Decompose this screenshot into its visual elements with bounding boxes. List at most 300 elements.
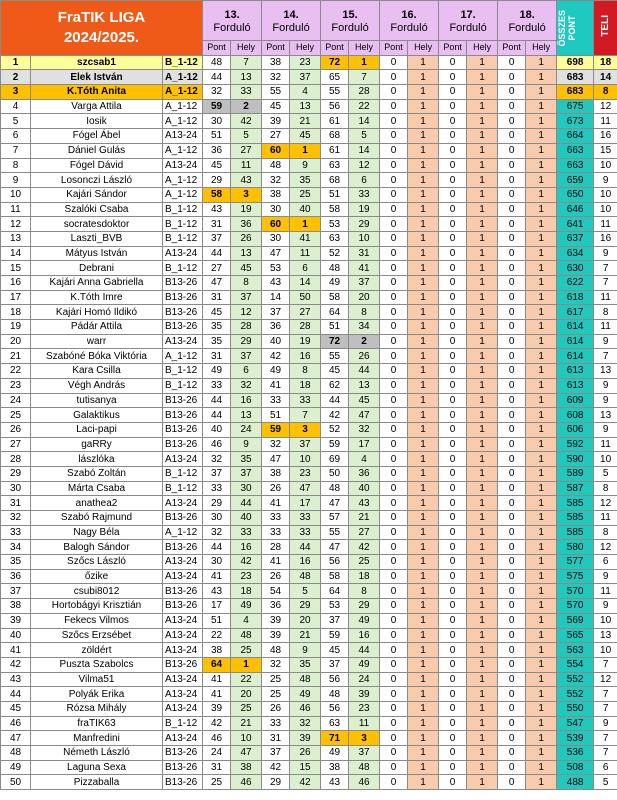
total-points-cell: 637 xyxy=(557,231,594,246)
round-points-cell: 31 xyxy=(203,760,231,775)
table-row xyxy=(1,701,617,716)
round-points-cell: 0 xyxy=(498,231,526,246)
rank-cell: 38 xyxy=(1,599,31,614)
round-points-cell: 0 xyxy=(498,290,526,305)
player-name-cell: Fógel Dávid xyxy=(31,158,163,173)
round-points-cell: 41 xyxy=(262,555,290,570)
round-points-cell: 26 xyxy=(262,569,290,584)
round-place-cell: 1 xyxy=(408,305,439,320)
round-points-cell: 42 xyxy=(262,349,290,364)
table-row xyxy=(1,290,617,305)
round-place-cell: 1 xyxy=(526,643,557,658)
total-points-cell: 608 xyxy=(557,408,594,423)
round-place-cell: 1 xyxy=(408,775,439,790)
round-place-cell: 27 xyxy=(349,525,380,540)
round-place-cell: 1 xyxy=(467,114,498,129)
round-points-cell: 0 xyxy=(498,657,526,672)
round-points-cell: 47 xyxy=(203,276,231,291)
round-place-cell: 34 xyxy=(349,320,380,335)
round-points-cell: 56 xyxy=(321,672,349,687)
teli-cell: 15 xyxy=(594,143,617,158)
round-points-cell: 39 xyxy=(262,114,290,129)
teli-cell: 9 xyxy=(594,246,617,261)
round-points-cell: 26 xyxy=(262,481,290,496)
round-place-cell: 6 xyxy=(290,261,321,276)
category-cell: B13-26 xyxy=(163,408,203,423)
round-place-cell: 26 xyxy=(231,231,262,246)
round-points-cell: 0 xyxy=(380,173,408,188)
round-points-cell: 61 xyxy=(321,143,349,158)
round-place-cell: 1 xyxy=(467,716,498,731)
round-place-cell: 16 xyxy=(231,393,262,408)
round-place-cell: 11 xyxy=(231,158,262,173)
round-place-cell: 1 xyxy=(467,555,498,570)
round-points-cell: 53 xyxy=(321,217,349,232)
round-place-cell: 13 xyxy=(231,408,262,423)
round-place-cell: 1 xyxy=(467,525,498,540)
round-place-cell: 11 xyxy=(349,716,380,731)
table-row xyxy=(1,129,617,144)
round-points-cell: 60 xyxy=(262,143,290,158)
round-place-cell: 41 xyxy=(290,231,321,246)
round-points-cell: 0 xyxy=(498,143,526,158)
round-points-cell: 0 xyxy=(498,320,526,335)
round-place-cell: 37 xyxy=(290,437,321,452)
round-points-cell: 0 xyxy=(439,760,467,775)
teli-cell: 10 xyxy=(594,202,617,217)
round-place-cell: 1 xyxy=(408,129,439,144)
round-points-cell: 0 xyxy=(380,129,408,144)
round-points-cell: 63 xyxy=(321,158,349,173)
round-place-cell: 16 xyxy=(290,555,321,570)
round-place-cell: 35 xyxy=(290,173,321,188)
round-points-cell: 41 xyxy=(203,569,231,584)
round-points-cell: 0 xyxy=(380,422,408,437)
sub-pont-header: Pont xyxy=(203,41,231,56)
round-points-cell: 52 xyxy=(321,246,349,261)
round-points-cell: 0 xyxy=(498,496,526,511)
teli-cell: 9 xyxy=(594,716,617,731)
table-row xyxy=(1,55,617,70)
round-place-cell: 9 xyxy=(231,437,262,452)
round-points-cell: 51 xyxy=(203,613,231,628)
round-place-cell: 1 xyxy=(526,701,557,716)
total-points-cell: 585 xyxy=(557,496,594,511)
round-points-cell: 36 xyxy=(262,320,290,335)
round-place-cell: 1 xyxy=(467,511,498,526)
round-points-cell: 0 xyxy=(380,496,408,511)
category-cell: A13-24 xyxy=(163,496,203,511)
player-name-cell: szcsab1 xyxy=(31,55,163,70)
category-cell: A_1-12 xyxy=(163,99,203,114)
round-place-cell: 14 xyxy=(290,276,321,291)
round-points-cell: 0 xyxy=(380,261,408,276)
table-row xyxy=(1,496,617,511)
teli-cell: 10 xyxy=(594,187,617,202)
round-place-cell: 10 xyxy=(231,731,262,746)
round-place-cell: 1 xyxy=(526,187,557,202)
round-place-cell: 1 xyxy=(526,437,557,452)
round-points-cell: 0 xyxy=(498,349,526,364)
round-points-cell: 0 xyxy=(439,643,467,658)
category-cell: B13-26 xyxy=(163,290,203,305)
round-place-cell: 1 xyxy=(408,364,439,379)
teli-cell: 7 xyxy=(594,349,617,364)
round-points-cell: 31 xyxy=(203,217,231,232)
total-points-header: ÖSSZES PONT xyxy=(557,1,594,56)
round-points-cell: 41 xyxy=(262,378,290,393)
round-place-cell: 21 xyxy=(231,716,262,731)
teli-cell: 7 xyxy=(594,701,617,716)
player-name-cell: Kajári Sándor xyxy=(31,187,163,202)
round-place-cell: 1 xyxy=(408,584,439,599)
player-name-cell: tutisanya xyxy=(31,393,163,408)
round-place-cell: 1 xyxy=(408,261,439,276)
player-name-cell: Galaktikus xyxy=(31,408,163,423)
rank-cell: 27 xyxy=(1,437,31,452)
round-points-cell: 56 xyxy=(321,701,349,716)
round-place-cell: 1 xyxy=(408,187,439,202)
round-place-cell: 33 xyxy=(231,85,262,100)
round-points-cell: 0 xyxy=(380,334,408,349)
round-place-cell: 15 xyxy=(290,760,321,775)
round-points-cell: 37 xyxy=(262,305,290,320)
total-points-cell: 585 xyxy=(557,525,594,540)
round-place-cell: 1 xyxy=(408,672,439,687)
round-place-cell: 21 xyxy=(349,511,380,526)
round-place-cell: 1 xyxy=(526,760,557,775)
round-place-cell: 33 xyxy=(290,525,321,540)
round-place-cell: 1 xyxy=(467,746,498,761)
round-place-cell: 7 xyxy=(349,70,380,85)
category-cell: B13-26 xyxy=(163,276,203,291)
total-points-cell: 547 xyxy=(557,716,594,731)
round-points-cell: 44 xyxy=(203,408,231,423)
round-place-cell: 1 xyxy=(467,305,498,320)
player-name-cell: Puszta Szabolcs xyxy=(31,657,163,672)
round-points-cell: 60 xyxy=(262,217,290,232)
round-place-cell: 1 xyxy=(526,364,557,379)
player-name-cell: Losonczi László xyxy=(31,173,163,188)
round-place-cell: 1 xyxy=(408,452,439,467)
round-place-cell: 1 xyxy=(526,672,557,687)
round-place-cell: 1 xyxy=(526,599,557,614)
round-place-cell: 1 xyxy=(526,305,557,320)
round-place-cell: 1 xyxy=(467,584,498,599)
round-points-cell: 30 xyxy=(203,555,231,570)
round-place-cell: 49 xyxy=(290,687,321,702)
round-points-cell: 0 xyxy=(498,99,526,114)
rank-cell: 16 xyxy=(1,276,31,291)
player-name-cell: Polyák Erika xyxy=(31,687,163,702)
total-points-cell: 587 xyxy=(557,481,594,496)
round-place-cell: 31 xyxy=(349,246,380,261)
rank-cell: 25 xyxy=(1,408,31,423)
sub-hely-header: Hely xyxy=(349,41,380,56)
round-points-cell: 0 xyxy=(498,746,526,761)
player-name-cell: Vilma51 xyxy=(31,672,163,687)
rank-cell: 34 xyxy=(1,540,31,555)
round-points-cell: 0 xyxy=(380,55,408,70)
round-points-cell: 39 xyxy=(262,613,290,628)
round-place-cell: 1 xyxy=(408,70,439,85)
round-points-cell: 32 xyxy=(203,525,231,540)
round-place-cell: 36 xyxy=(349,466,380,481)
round-points-cell: 0 xyxy=(498,217,526,232)
round-place-cell: 25 xyxy=(231,701,262,716)
total-points-cell: 664 xyxy=(557,129,594,144)
player-name-cell: fraTIK63 xyxy=(31,716,163,731)
round-points-cell: 0 xyxy=(439,276,467,291)
round-points-cell: 44 xyxy=(203,246,231,261)
round-place-cell: 33 xyxy=(231,525,262,540)
round-points-cell: 51 xyxy=(321,187,349,202)
round-place-cell: 1 xyxy=(467,760,498,775)
rank-cell: 48 xyxy=(1,746,31,761)
round-points-cell: 0 xyxy=(439,672,467,687)
round-points-cell: 0 xyxy=(439,217,467,232)
table-row xyxy=(1,422,617,437)
round-points-cell: 44 xyxy=(203,70,231,85)
round-points-cell: 49 xyxy=(203,364,231,379)
round-place-cell: 1 xyxy=(526,775,557,790)
total-points-cell: 585 xyxy=(557,511,594,526)
round-place-cell: 1 xyxy=(408,731,439,746)
round-place-cell: 1 xyxy=(526,231,557,246)
round-points-cell: 0 xyxy=(439,202,467,217)
rank-cell: 22 xyxy=(1,364,31,379)
round-points-cell: 0 xyxy=(439,143,467,158)
round-place-cell: 1 xyxy=(526,99,557,114)
player-name-cell: Fekecs Vilmos xyxy=(31,613,163,628)
round-points-cell: 0 xyxy=(498,466,526,481)
round-14-header: 14. Forduló xyxy=(262,1,321,41)
round-points-cell: 48 xyxy=(321,481,349,496)
player-name-cell: Debrani xyxy=(31,261,163,276)
teli-cell: 7 xyxy=(594,276,617,291)
round-place-cell: 1 xyxy=(467,569,498,584)
round-points-cell: 0 xyxy=(380,276,408,291)
round-points-cell: 0 xyxy=(380,320,408,335)
round-place-cell: 12 xyxy=(231,305,262,320)
round-points-cell: 58 xyxy=(321,290,349,305)
round-place-cell: 1 xyxy=(467,437,498,452)
table-row xyxy=(1,746,617,761)
round-points-cell: 59 xyxy=(321,628,349,643)
round-points-cell: 38 xyxy=(321,760,349,775)
table-row xyxy=(1,70,617,85)
round-place-cell: 1 xyxy=(526,466,557,481)
round-points-cell: 0 xyxy=(498,276,526,291)
round-points-cell: 0 xyxy=(439,701,467,716)
round-points-cell: 63 xyxy=(321,231,349,246)
table-row xyxy=(1,511,617,526)
teli-cell: 7 xyxy=(594,657,617,672)
round-place-cell: 1 xyxy=(408,393,439,408)
round-points-cell: 0 xyxy=(439,349,467,364)
round-place-cell: 1 xyxy=(408,496,439,511)
total-points-cell: 663 xyxy=(557,158,594,173)
round-points-cell: 0 xyxy=(498,85,526,100)
round-place-cell: 1 xyxy=(526,496,557,511)
round-place-cell: 2 xyxy=(349,334,380,349)
round-place-cell: 1 xyxy=(408,540,439,555)
round-points-cell: 0 xyxy=(439,305,467,320)
round-place-cell: 21 xyxy=(290,114,321,129)
round-place-cell: 1 xyxy=(408,422,439,437)
round-points-cell: 37 xyxy=(203,466,231,481)
round-place-cell: 33 xyxy=(290,393,321,408)
round-place-cell: 1 xyxy=(408,334,439,349)
round-points-cell: 42 xyxy=(321,408,349,423)
round-points-cell: 47 xyxy=(321,540,349,555)
round-place-cell: 4 xyxy=(349,452,380,467)
round-points-cell: 48 xyxy=(262,158,290,173)
total-points-cell: 614 xyxy=(557,349,594,364)
round-15-header: 15. Forduló xyxy=(321,1,380,41)
teli-cell: 11 xyxy=(594,114,617,129)
round-13-header: 13. Forduló xyxy=(203,1,262,41)
round-place-cell: 1 xyxy=(408,599,439,614)
total-points-cell: 609 xyxy=(557,393,594,408)
round-place-cell: 9 xyxy=(290,643,321,658)
round-points-cell: 0 xyxy=(439,525,467,540)
round-points-cell: 29 xyxy=(203,173,231,188)
round-points-cell: 0 xyxy=(380,187,408,202)
round-points-cell: 0 xyxy=(498,173,526,188)
round-place-cell: 1 xyxy=(467,202,498,217)
round-place-cell: 24 xyxy=(349,672,380,687)
table-row xyxy=(1,775,617,790)
round-place-cell: 7 xyxy=(231,55,262,70)
round-points-cell: 46 xyxy=(203,437,231,452)
round-place-cell: 1 xyxy=(467,143,498,158)
round-place-cell: 1 xyxy=(526,202,557,217)
round-points-cell: 0 xyxy=(498,525,526,540)
round-place-cell: 43 xyxy=(231,173,262,188)
round-points-cell: 51 xyxy=(321,320,349,335)
round-points-cell: 64 xyxy=(321,305,349,320)
round-place-cell: 45 xyxy=(231,261,262,276)
round-place-cell: 36 xyxy=(231,217,262,232)
round-place-cell: 1 xyxy=(408,613,439,628)
round-place-cell: 1 xyxy=(467,393,498,408)
table-row xyxy=(1,731,617,746)
round-points-cell: 0 xyxy=(380,540,408,555)
total-points-cell: 618 xyxy=(557,290,594,305)
player-name-cell: zöldért xyxy=(31,643,163,658)
round-points-cell: 0 xyxy=(439,70,467,85)
round-points-cell: 36 xyxy=(262,599,290,614)
category-cell: A13-24 xyxy=(163,643,203,658)
round-points-cell: 64 xyxy=(203,657,231,672)
round-place-cell: 1 xyxy=(408,158,439,173)
round-points-cell: 50 xyxy=(321,466,349,481)
total-points-cell: 565 xyxy=(557,628,594,643)
round-place-cell: 1 xyxy=(231,657,262,672)
category-cell: A13-24 xyxy=(163,129,203,144)
round-place-cell: 8 xyxy=(349,305,380,320)
round-points-cell: 0 xyxy=(498,55,526,70)
round-points-cell: 33 xyxy=(262,511,290,526)
round-points-cell: 0 xyxy=(380,555,408,570)
round-points-cell: 0 xyxy=(498,378,526,393)
table-row xyxy=(1,599,617,614)
table-row xyxy=(1,555,617,570)
category-cell: A13-24 xyxy=(163,158,203,173)
round-points-cell: 32 xyxy=(203,85,231,100)
round-place-cell: 1 xyxy=(467,701,498,716)
round-points-cell: 0 xyxy=(439,716,467,731)
round-place-cell: 21 xyxy=(290,628,321,643)
round-16-header: 16. Forduló xyxy=(380,1,439,41)
round-place-cell: 10 xyxy=(290,452,321,467)
round-points-cell: 0 xyxy=(439,628,467,643)
round-points-cell: 41 xyxy=(203,687,231,702)
round-points-cell: 53 xyxy=(321,599,349,614)
teli-cell: 8 xyxy=(594,85,617,100)
category-cell: A13-24 xyxy=(163,628,203,643)
round-points-cell: 42 xyxy=(262,760,290,775)
round-place-cell: 1 xyxy=(349,55,380,70)
total-points-cell: 577 xyxy=(557,555,594,570)
total-points-cell: 641 xyxy=(557,217,594,232)
round-place-cell: 18 xyxy=(231,584,262,599)
round-points-cell: 0 xyxy=(498,760,526,775)
round-points-cell: 58 xyxy=(203,187,231,202)
category-cell: B_1-12 xyxy=(163,55,203,70)
teli-cell: 11 xyxy=(594,217,617,232)
round-points-cell: 0 xyxy=(498,158,526,173)
round-points-cell: 0 xyxy=(439,466,467,481)
round-place-cell: 16 xyxy=(231,540,262,555)
teli-cell: 10 xyxy=(594,452,617,467)
total-points-cell: 550 xyxy=(557,701,594,716)
round-place-cell: 19 xyxy=(349,202,380,217)
league-title-line1: FraTIK LIGA xyxy=(57,8,146,26)
round-place-cell: 1 xyxy=(526,378,557,393)
player-name-cell: Kajári Homó Ildikó xyxy=(31,305,163,320)
round-points-cell: 46 xyxy=(203,731,231,746)
player-name-cell: Manfredini xyxy=(31,731,163,746)
total-points-cell: 613 xyxy=(557,378,594,393)
round-place-cell: 19 xyxy=(231,202,262,217)
round-place-cell: 22 xyxy=(349,99,380,114)
rank-cell: 23 xyxy=(1,378,31,393)
round-place-cell: 44 xyxy=(231,496,262,511)
round-place-cell: 1 xyxy=(467,628,498,643)
round-points-cell: 0 xyxy=(439,452,467,467)
round-place-cell: 46 xyxy=(290,701,321,716)
player-name-cell: Kara Csilla xyxy=(31,364,163,379)
teli-cell: 8 xyxy=(594,305,617,320)
table-row xyxy=(1,99,617,114)
round-place-cell: 3 xyxy=(290,422,321,437)
round-points-cell: 44 xyxy=(321,393,349,408)
round-points-cell: 25 xyxy=(262,687,290,702)
total-points-cell: 569 xyxy=(557,613,594,628)
round-points-cell: 0 xyxy=(380,305,408,320)
player-name-cell: Szőcs Erzsébet xyxy=(31,628,163,643)
round-place-cell: 13 xyxy=(231,246,262,261)
round-points-cell: 31 xyxy=(203,349,231,364)
round-points-cell: 0 xyxy=(380,99,408,114)
rank-cell: 17 xyxy=(1,290,31,305)
rank-cell: 36 xyxy=(1,569,31,584)
round-points-cell: 0 xyxy=(380,643,408,658)
round-place-cell: 1 xyxy=(408,217,439,232)
round-points-cell: 0 xyxy=(380,481,408,496)
